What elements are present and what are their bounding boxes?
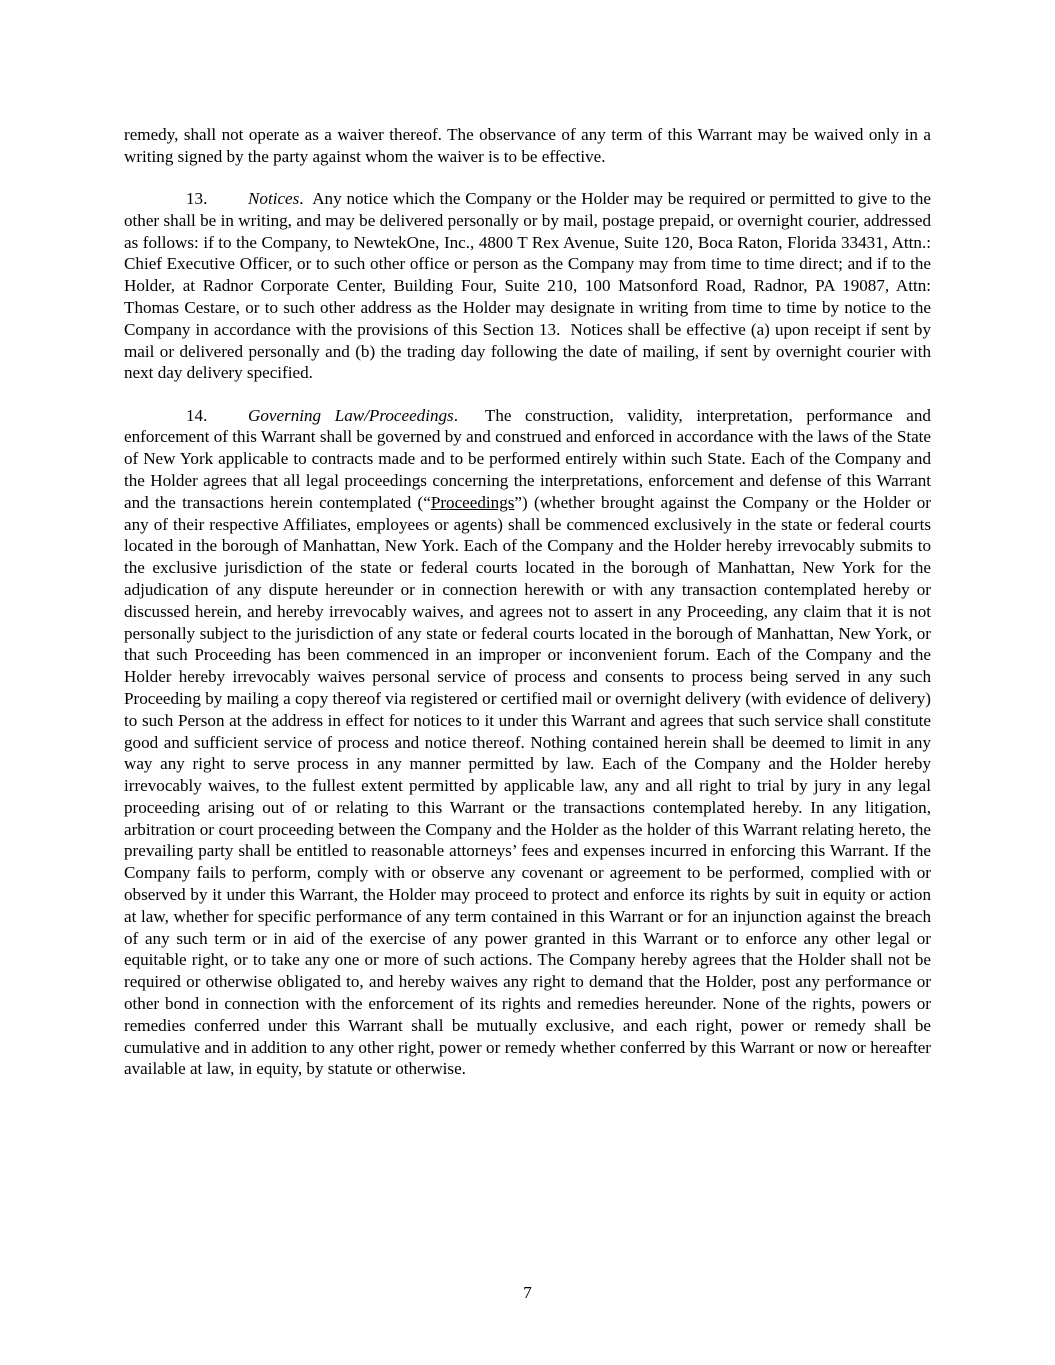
section-13-notices — [124, 188, 936, 384]
section-heading-punct: . — [299, 188, 304, 208]
section-body: Any notice which the Company or the Holder may be required or permitted to give to the other shall be in writing, and may be delivered personally or by mail, postage prepaid, or overnight courier, addressed as follows: if to the Company, to NewtekOne, Inc., 4800 T Rex Avenue, Suite 120, Boca Raton, Florida 33431, Attn.: Chief Executive Officer, or to such other office or person as the Company may from time to time direct; and if to the Holder, at Radnor Corporate Center, Building Four, Suite 210, 100 Matsonford Road, Radnor, PA 19087, Attn: Thomas Cestare, or to such other address as the Holder may designate in writing from time to time by notice to the Company in accordance with the provisions of this Section 13. Notices shall be effective (a) upon receipt if sent by mail or delivered personally and (b) the trading day following the date of mailing, if sent by overnight courier with next day delivery specified. — [124, 188, 936, 383]
section-body-part-2: ”) (whether brought against the Company or the Holder or any of their respective Affiliates, employees or agents) shall be commenced exclusively in the state or federal courts located in the borough of Manhattan, New York. Each of the Company and the Holder hereby irrevocably submits to the exclusive jurisdiction of the state or federal courts located in the borough of Manhattan, New York for the adjudication of any dispute hereunder or in connection herewith or with any transaction contemplated hereby or discussed herein, and hereby irrevocably waives, and agrees not to assert in any Proceeding, any claim that it is not personally subject to the jurisdiction of any state or federal courts located in the borough of Manhattan, New York, or that such Proceeding has been commenced in an improper or inconvenient forum. Each of the Company and the Holder hereby irrevocably waives personal service of process and consents to process being served in any such Proceeding by mailing a copy thereof via registered or certified mail or overnight delivery (with evidence of delivery) to such Person at the address in effect for notices to it under this Warrant and agrees that such service shall constitute good and sufficient service of process and notice thereof. Nothing contained herein shall be deemed to limit in any way any right to serve process in any manner permitted by law. Each of the Company and the Holder hereby irrevocably waives, to the fullest extent permitted by applicable law, any and all right to trial by jury in any legal proceeding arising out of or relating to this Warrant or the transactions contemplated hereby. In any litigation, arbitration or court proceeding between the Company and the Holder as the holder of this Warrant relating hereto, the prevailing party shall be entitled to reasonable attorneys’ fees and expenses incurred in enforcing this Warrant. If the Company fails to perform, comply with or observe any covenant or agreement to be performed, complied with or observed by it under this Warrant, the Holder may proceed to protect and enforce its rights by suit in equity or action at law, whether for specific performance of any term contained in this Warrant or for an injunction against the breach of any such term or in aid of the exercise of any power granted in this Warrant or to enforce any other legal or equitable right, or to take any one or more of such actions. The Company hereby agrees that the Holder shall not be required or otherwise obligated to, and hereby waives any right to demand that the Holder, post any performance or other bond in connection with the enforcement of its rights and remedies hereunder. None of the rights, powers or remedies conferred under this Warrant shall be mutually exclusive, and each right, power or remedy shall be cumulative and in addition to any other right, power or remedy whether conferred by this Warrant or now or hereafter available at law, in equity, by statute or otherwise. — [124, 492, 932, 1079]
section-body-part-1: The construction, validity, interpretation, performance and enforcement of this Warrant shall be governed by and construed and enforced in accordance with the laws of the State of New York applicable to contracts made and to be performed entirely within such State. Each of the Company and the Holder agrees that all legal proceedings concerning the interpretations, enforcement and defense of this Warrant and the transactions herein contemplated (“ — [124, 405, 936, 512]
section-heading-punct: . — [453, 405, 458, 425]
section-heading: Notices — [248, 188, 300, 208]
document-page — [124, 124, 936, 1080]
section-number: 13. — [186, 188, 208, 208]
continuation-paragraph — [124, 124, 931, 168]
section-heading: Governing Law/Proceedings — [248, 405, 454, 425]
continuation-text: remedy, shall not operate as a waiver thereof. The observance of any term of this Warrant may be waived only in a writing signed by the party against whom the waiver is to be effective. — [124, 125, 931, 166]
section-14-governing-law — [124, 405, 936, 1081]
page-number: 7 — [523, 1283, 532, 1302]
defined-term-proceedings: Proceedings — [430, 492, 515, 512]
section-number: 14. — [186, 405, 208, 425]
